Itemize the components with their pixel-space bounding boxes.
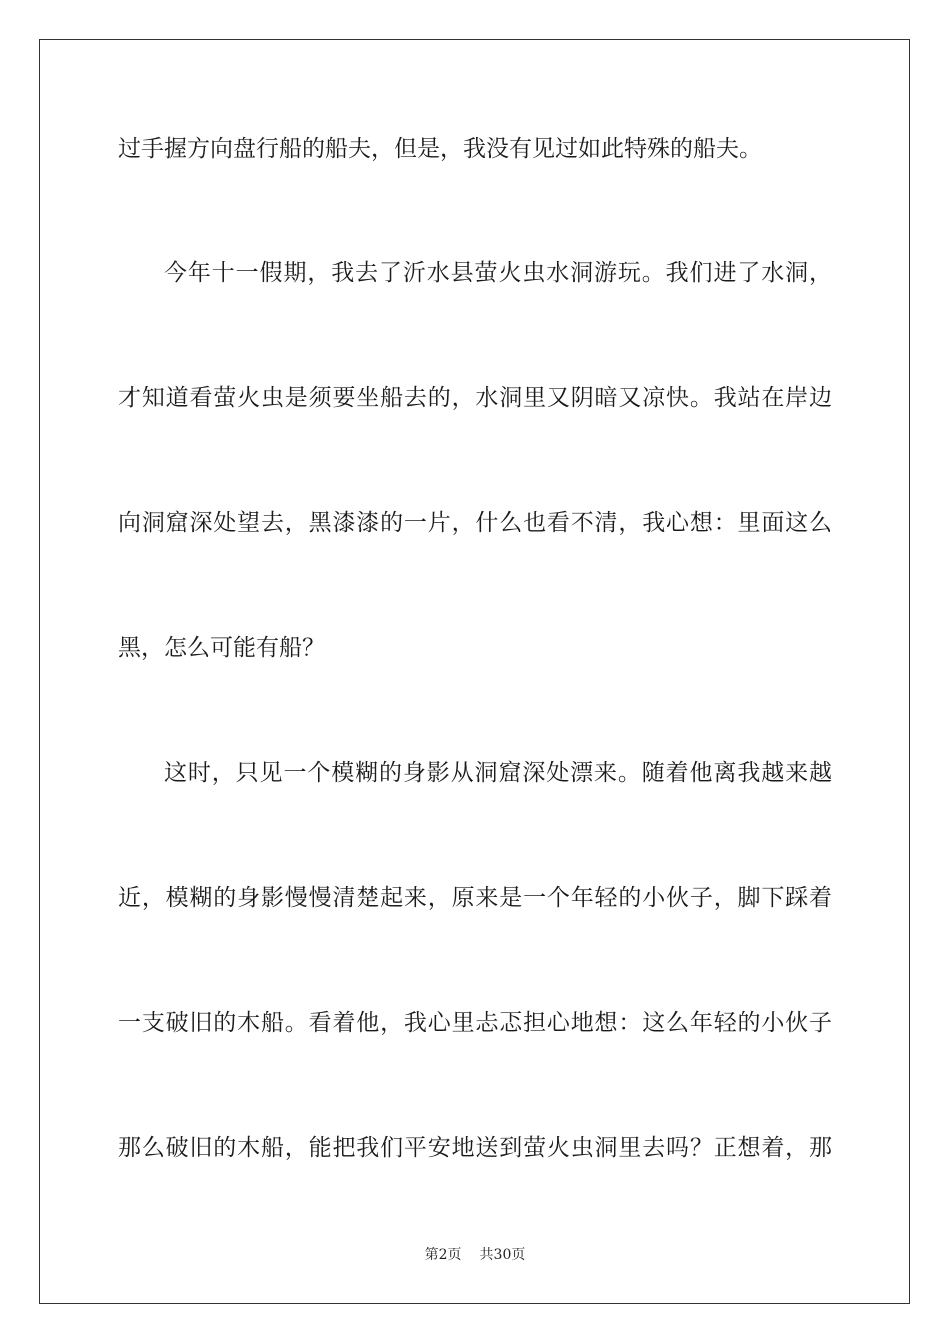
text-line: 那么破旧的木船，能把我们平安地送到萤火虫洞里去吗？正想着，那 [118,1135,832,1161]
page-number: 第2页 [424,1247,462,1263]
text-line: 向洞窟深处望去，黑漆漆的一片，什么也看不清，我心想：里面这么 [118,510,832,536]
text-line: 才知道看萤火虫是须要坐船去的，水洞里又阴暗又凉快。我站在岸边 [118,385,832,411]
text-line: 黑，怎么可能有船？ [118,635,325,661]
paragraph-first-line: 这时，只见一个模糊的身影从洞窟深处漂来。随着他离我越来越 [164,760,832,786]
page-border [39,39,910,1304]
page-footer [0,1245,950,1265]
page-total: 共30页 [479,1247,526,1263]
text-line: 过手握方向盘行船的船夫，但是，我没有见过如此特殊的船夫。 [118,136,762,162]
text-line: 一支破旧的木船。看着他，我心里忐忑担心地想：这么年轻的小伙子 [118,1010,832,1036]
paragraph-first-line: 今年十一假期，我去了沂水县萤火虫水洞游玩。我们进了水洞， [164,260,832,286]
text-line: 近，模糊的身影慢慢清楚起来，原来是一个年轻的小伙子，脚下踩着 [118,885,832,911]
